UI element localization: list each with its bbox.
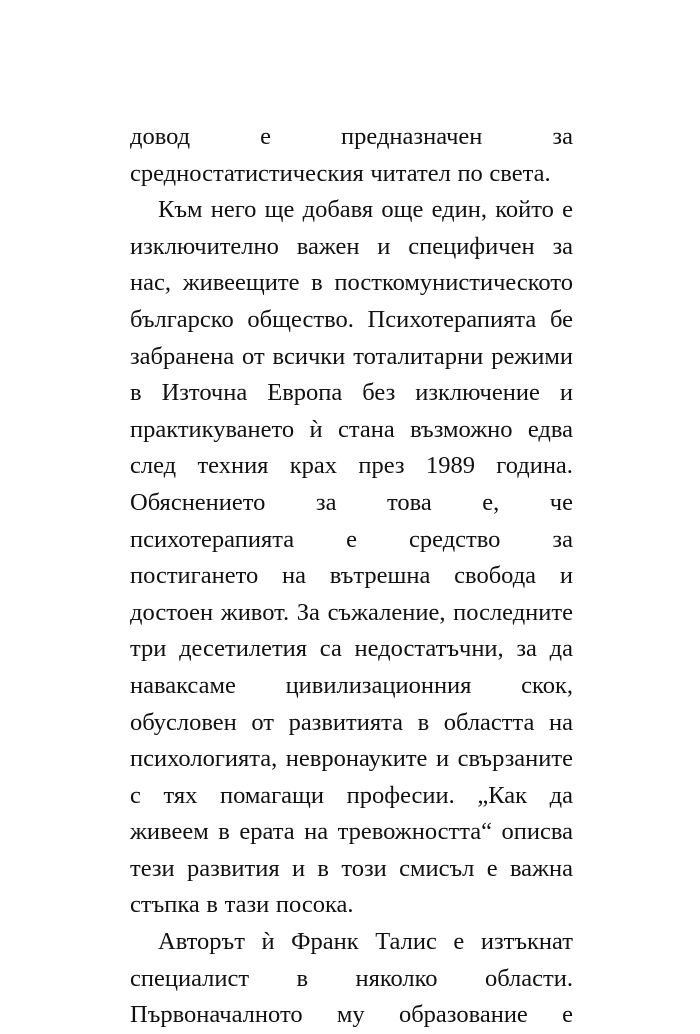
text-line (130, 265, 573, 302)
word: Психотерапията (367, 305, 537, 333)
text-line (130, 485, 573, 522)
word: един, (431, 196, 487, 224)
word: изключително (130, 232, 279, 260)
word: забранена (130, 342, 235, 370)
word: специфичен (408, 232, 535, 260)
word: три (130, 635, 167, 663)
word: в (296, 964, 309, 992)
word: българско (130, 305, 234, 333)
word: Франк (291, 928, 359, 956)
word: тях (163, 781, 198, 809)
word: в (218, 818, 230, 846)
text-line (130, 119, 573, 156)
word: постигането (130, 562, 259, 590)
text-line (130, 229, 573, 266)
word: описва (501, 818, 573, 846)
word: образование (398, 1001, 528, 1029)
word: тревожността“ (337, 818, 493, 846)
word: цивилизационния (285, 671, 472, 699)
word: е (562, 196, 573, 224)
text-line (130, 595, 573, 632)
word: недостатъчни, (354, 635, 504, 663)
text-line (130, 631, 573, 668)
word: него (210, 196, 257, 224)
word: и (291, 854, 306, 882)
word: общество. (247, 305, 354, 333)
text-line (130, 412, 573, 449)
word: последните (453, 598, 573, 626)
word: за (315, 488, 337, 516)
word: са (319, 635, 342, 663)
word: техния (197, 452, 269, 480)
word: области. (484, 964, 573, 992)
word: през (358, 452, 405, 480)
word: вътрешна (329, 562, 431, 590)
text-line (130, 156, 573, 193)
word: свързаните (457, 745, 573, 773)
word: изтъкнат (480, 928, 573, 956)
word: е (260, 123, 272, 150)
word: психологията, (130, 745, 278, 773)
word: невронауките (285, 745, 428, 773)
word: тези (130, 854, 175, 882)
word: Източна (161, 379, 248, 407)
word: живеещите (182, 269, 300, 297)
word: Талис (375, 928, 437, 956)
word: да (549, 635, 573, 663)
word: в (311, 269, 323, 297)
word: развития (187, 854, 280, 882)
text-line (130, 887, 573, 924)
word: живеем (130, 818, 209, 846)
word: че (549, 488, 573, 516)
word: на (548, 708, 573, 736)
word: е, (482, 488, 500, 516)
word: е (562, 1001, 573, 1029)
word: посткомунистическото (334, 269, 573, 297)
word: достоен (130, 598, 214, 626)
word: помагащи (219, 781, 324, 809)
word: света. (489, 159, 551, 187)
word: тази (224, 891, 270, 919)
word: Обяснението (130, 488, 266, 516)
word: добавя (302, 196, 374, 224)
word: Европа (267, 379, 343, 407)
word: важна (509, 854, 573, 882)
word: „Как (477, 781, 528, 809)
word: е (486, 854, 498, 882)
word: режими (491, 342, 573, 370)
word: стъпка (130, 891, 200, 919)
word: важен (296, 232, 360, 260)
word: скок, (521, 671, 573, 699)
word: за (552, 525, 573, 553)
text-line (130, 997, 573, 1034)
word: Авторът (158, 928, 245, 956)
paragraph (130, 192, 573, 924)
word: и (559, 379, 573, 407)
text-line (130, 302, 573, 339)
word: и (377, 232, 391, 260)
word: областта (443, 708, 535, 736)
word: нас, (130, 269, 171, 297)
word: посока. (275, 891, 354, 919)
word: е (346, 525, 357, 553)
word: ще (264, 196, 295, 224)
word: това (386, 488, 432, 516)
text-line (130, 705, 573, 742)
word: година. (496, 452, 573, 480)
word: тоталитарни (353, 342, 484, 370)
word: съжаление, (327, 598, 446, 626)
word: ѝ (309, 415, 323, 443)
word: е (453, 928, 465, 956)
word: възможно (410, 415, 513, 443)
word: му (336, 1001, 365, 1029)
word: за (516, 635, 537, 663)
text-line (130, 448, 573, 485)
text-line (130, 851, 573, 888)
word: от (251, 708, 274, 736)
word: ѝ (261, 928, 275, 956)
word: психотерапията (130, 525, 295, 553)
word: в (130, 379, 142, 407)
word: за (552, 123, 573, 150)
word: и (435, 745, 450, 773)
word: изключение (415, 379, 540, 407)
word: едва (527, 415, 573, 443)
word: да (549, 781, 573, 809)
paragraph (130, 924, 573, 1034)
word: средностатистическия (130, 159, 364, 187)
word: за (552, 232, 573, 260)
word: бе (549, 305, 573, 333)
word: 1989 (425, 452, 475, 480)
text-line (130, 814, 573, 851)
word: специалист (130, 964, 250, 992)
word: от (242, 342, 265, 370)
word: по (457, 159, 483, 187)
text-line (130, 778, 573, 815)
word: в (206, 891, 218, 919)
word: професии. (346, 781, 455, 809)
word: всички (272, 342, 346, 370)
word: крах (289, 452, 338, 480)
word: на (282, 562, 306, 590)
text-line (130, 339, 573, 376)
word: наваксаме (130, 671, 236, 699)
word: с (130, 781, 141, 809)
paragraph (130, 119, 573, 192)
text-line (130, 558, 573, 595)
word: живот. (220, 598, 290, 626)
body-text (130, 119, 573, 1034)
word: след (130, 452, 177, 480)
word: довод (130, 123, 191, 150)
word: който (495, 196, 554, 224)
text-line (130, 924, 573, 961)
text-line (130, 522, 573, 559)
text-line (130, 668, 573, 705)
word: предназначен (341, 123, 483, 150)
word: развитията (288, 708, 404, 736)
word: Към (158, 196, 203, 224)
word: За (296, 598, 320, 626)
word: свобода (454, 562, 537, 590)
word: средство (409, 525, 501, 553)
word: практикуването (130, 415, 295, 443)
word: в (417, 708, 430, 736)
word: без (362, 379, 396, 407)
word: на (304, 818, 329, 846)
word: и (559, 562, 573, 590)
text-line (130, 961, 573, 998)
text-line (130, 192, 573, 229)
word: стана (338, 415, 395, 443)
word: няколко (355, 964, 438, 992)
text-line (130, 741, 573, 778)
word: обусловен (130, 708, 237, 736)
word: Първоначалното (130, 1001, 303, 1029)
word: в (317, 854, 329, 882)
word: този (341, 854, 387, 882)
word: още (381, 196, 424, 224)
text-line (130, 375, 573, 412)
word: смисъл (399, 854, 475, 882)
word: читател (370, 159, 451, 187)
word: десетилетия (179, 635, 308, 663)
word: ерата (239, 818, 295, 846)
